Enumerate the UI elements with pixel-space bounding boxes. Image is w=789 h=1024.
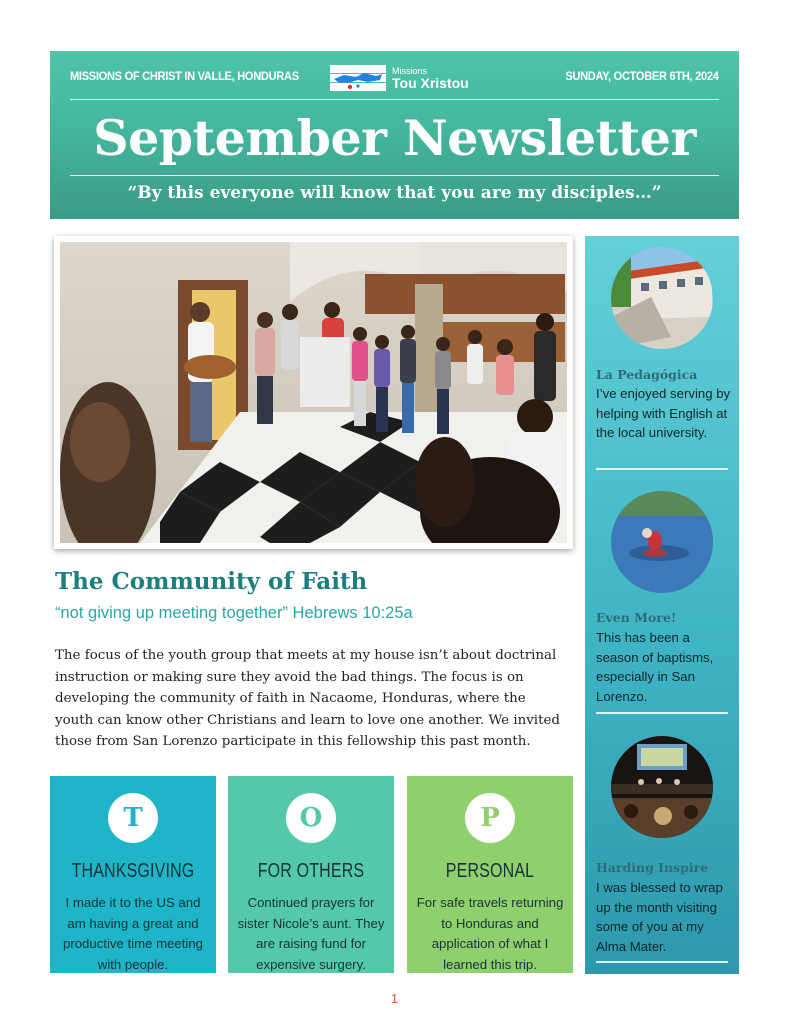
- logo-small-text: Missions: [392, 66, 428, 76]
- thanksgiving-box: [50, 776, 216, 973]
- newsletter-title: September Newsletter: [93, 109, 696, 167]
- newsletter-header: [50, 51, 739, 219]
- baptism-photo: [611, 491, 713, 593]
- box-heading: PERSONAL: [445, 860, 535, 882]
- organization-name: MISSIONS OF CHRIST IN VALLE, HONDURAS: [70, 69, 299, 83]
- sidebar-text: I was blessed to wrap up the month visiting some of you at my Alma Mater.: [596, 880, 723, 954]
- box-heading: FOR OTHERS: [257, 860, 365, 882]
- page-number: 1: [390, 991, 399, 1006]
- sidebar-heading: La Pedagógica: [596, 367, 698, 382]
- mission-logo: [330, 63, 490, 93]
- sidebar-heading: Harding Inspire: [596, 860, 709, 875]
- box-heading: THANKSGIVING: [71, 860, 195, 882]
- sidebar: [585, 236, 739, 974]
- youth-group-photo: [54, 236, 573, 549]
- sidebar-heading: Even More!: [596, 610, 677, 625]
- header-divider: [70, 99, 719, 100]
- university-photo-image: [611, 247, 713, 349]
- box-text: For safe travels returning to Honduras and application of what I learned this trip.: [416, 895, 564, 972]
- article-title: The Community of Faith: [55, 568, 368, 595]
- logo-name: Tou Xristou: [392, 75, 469, 91]
- harding-inspire-photo: [611, 736, 713, 838]
- sidebar-divider: [596, 468, 728, 470]
- honduras-flag-icon: [330, 65, 386, 91]
- sidebar-text: This has been a season of baptisms, especially in San Lorenzo.: [596, 630, 714, 704]
- header-divider: [70, 175, 719, 176]
- baptism-photo-image: [611, 491, 713, 593]
- sidebar-divider: [596, 961, 728, 963]
- youth-group-photo-image: [60, 242, 567, 543]
- letter-badge: O: [286, 793, 336, 843]
- sidebar-divider: [596, 712, 728, 714]
- sidebar-text: I’ve enjoyed serving by helping with English at the local university.: [596, 386, 731, 440]
- letter-badge: P: [465, 793, 515, 843]
- box-text: I made it to the US and am having a great and productive time meeting with people.: [62, 895, 203, 972]
- personal-box: [407, 776, 573, 973]
- harding-inspire-photo-image: [611, 736, 713, 838]
- university-photo: [611, 247, 713, 349]
- letter-badge: T: [108, 793, 158, 843]
- scripture-quote: “By this everyone will know that you are my disciples…”: [127, 183, 662, 203]
- for-others-box: [228, 776, 394, 973]
- article-body: The focus of the youth group that meets at my house isn’t about doctrinal instruction or making sure they avoid the bad things. The focus is on developing the community of faith in Nacaome, Honduras, where the youth can know other Christians and learn to love one another. We invited those from San Lorenzo participate in this fellowship this past month.: [55, 648, 560, 749]
- article-subtitle: “not giving up meeting together” Hebrews 10:25a: [55, 604, 413, 622]
- issue-date: SUNDAY, OCTOBER 6TH, 2024: [565, 69, 719, 83]
- box-text: Continued prayers for sister Nicole’s aunt. They are raising fund for expensive surgery.: [237, 895, 385, 972]
